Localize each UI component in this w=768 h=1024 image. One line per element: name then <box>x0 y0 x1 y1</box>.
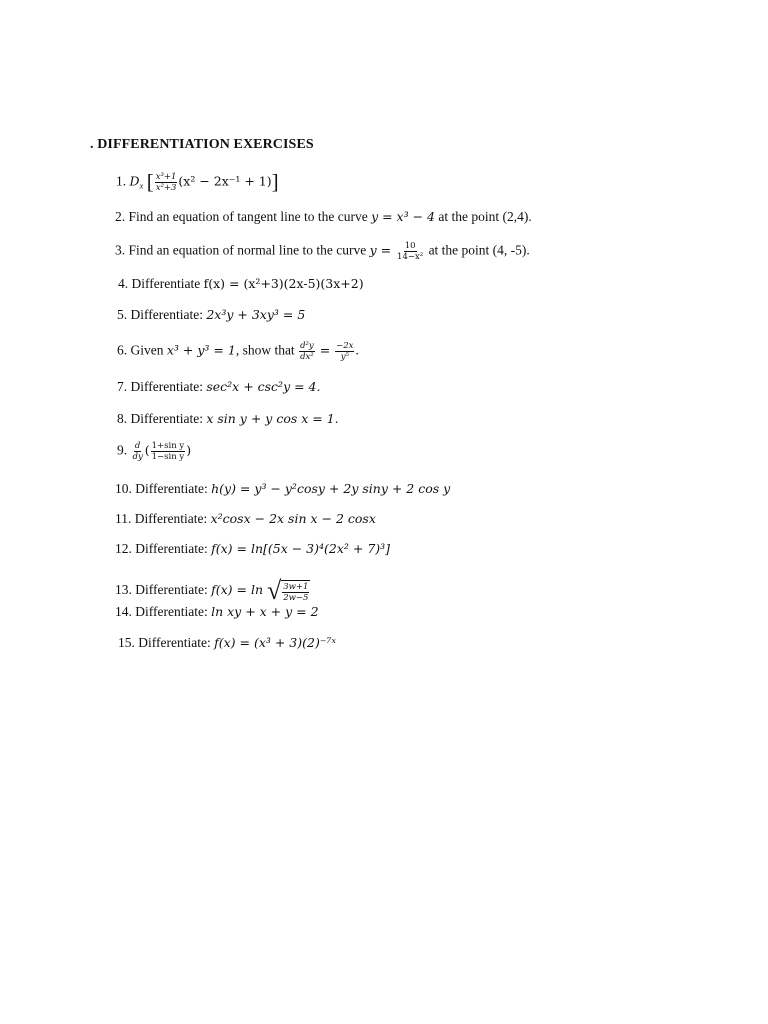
equation-lhs: y = <box>369 242 396 258</box>
exercise-text: 12. Differentiate: <box>115 541 212 556</box>
exercise-7 <box>117 378 320 396</box>
exercise-text-tail: at the point (4, -5). <box>425 242 530 258</box>
equation: h(y) = y³ − y²cosy + 2y siny + 2 cos y <box>211 481 451 496</box>
exercise-number: 9. <box>117 442 131 458</box>
exercise-4 <box>118 275 364 293</box>
exercise-text-tail: . <box>355 342 359 358</box>
exercise-text: 2. Find an equation of tangent line to the curve <box>115 209 372 224</box>
equation: x sin y + y cos x = 1. <box>206 411 339 426</box>
exercise-text: 11. Differentiate: <box>115 511 211 526</box>
close-paren: ) <box>186 442 192 458</box>
exercise-9 <box>117 441 191 462</box>
result-fraction <box>335 341 354 362</box>
exercise-15 <box>118 634 336 652</box>
exercise-text: 4. Differentiate <box>118 276 204 291</box>
open-paren: ( <box>144 442 150 458</box>
fraction-denominator: y⁵ <box>340 352 349 362</box>
exercise-2 <box>115 208 532 226</box>
expression: (x² − 2x⁻¹ + 1) <box>178 173 272 189</box>
exercise-13 <box>115 578 310 604</box>
exercise-text: 3. Find an equation of normal line to the curve <box>115 242 370 258</box>
fraction-numerator: d <box>134 441 141 451</box>
fraction <box>282 582 309 603</box>
fraction-numerator: 1+sin y <box>151 441 185 451</box>
fraction-numerator: 10 <box>404 241 416 251</box>
fraction-denominator: 14−x² <box>397 252 424 262</box>
equation: ln xy + x + y = 2 <box>211 604 319 619</box>
fraction <box>151 441 186 462</box>
exercise-text-tail: at the point (2,4). <box>434 209 532 224</box>
radical-sign: √ <box>266 576 282 605</box>
exercise-11 <box>115 510 376 528</box>
exercise-text: 7. Differentiate: <box>117 379 207 394</box>
equation: x²cosx − 2x sin x − 2 cosx <box>210 511 376 526</box>
exercise-12 <box>115 540 390 558</box>
fraction-numerator: x³+1 <box>155 172 177 182</box>
equation: sec²x + csc²y = 4. <box>206 379 321 394</box>
fraction-numerator: d²y <box>300 341 314 351</box>
fraction-numerator: −2x <box>336 341 354 351</box>
fraction-numerator: 3w+1 <box>283 581 309 592</box>
fraction-denominator: 1−sin y <box>151 452 185 462</box>
exercise-number: 1. <box>116 173 127 189</box>
equals-sign: = <box>315 342 335 358</box>
exercise-text: 15. Differentiate: <box>118 635 215 650</box>
equation: f(x) = (x²+3)(2x-5)(3x+2) <box>203 276 364 291</box>
exercise-14 <box>115 603 319 621</box>
exercise-text: 10. Differentiate: <box>115 481 212 496</box>
fraction-denominator: dy <box>132 452 143 462</box>
exercise-text: 14. Differentiate: <box>115 604 212 619</box>
fraction-denominator: 2w−5 <box>283 592 309 603</box>
exercise-text: 6. Given <box>117 342 167 358</box>
exercise-text: 5. Differentiate: <box>117 307 207 322</box>
close-bracket: ] <box>271 169 279 194</box>
exercise-text-mid: , show that <box>235 342 299 358</box>
equation: f(x) = ln <box>211 582 267 598</box>
fraction <box>155 172 178 193</box>
exercise-5 <box>117 306 305 324</box>
exercise-6 <box>117 341 359 362</box>
fraction-denominator: dx² <box>300 352 314 362</box>
equation: x³ + y³ = 1 <box>166 342 236 358</box>
derivative-operator-fraction <box>132 441 144 462</box>
exercise-text: 13. Differentiate: <box>115 582 212 598</box>
exercise-8 <box>117 410 339 428</box>
exercise-text: 8. Differentiate: <box>117 411 207 426</box>
fraction-denominator: x²+3 <box>155 183 177 193</box>
fraction <box>396 241 424 262</box>
exercise-3 <box>115 241 530 262</box>
page-title: . DIFFERENTIATION EXERCISES <box>90 137 314 152</box>
equation: 2x³y + 3xy³ = 5 <box>206 307 306 322</box>
open-bracket: [ <box>146 169 154 194</box>
derivative-operator: D <box>129 173 140 189</box>
exercise-10 <box>115 480 450 498</box>
square-root <box>267 578 311 604</box>
equation: f(x) = (x³ + 3)(2)⁻⁷ˣ <box>214 635 336 650</box>
equation: f(x) = ln[(5x − 3)⁴(2x² + 7)³] <box>211 541 391 556</box>
second-derivative-fraction <box>299 341 315 362</box>
operator-subscript: x <box>139 180 144 191</box>
equation: y = x³ − 4 <box>371 209 435 224</box>
exercise-1 <box>116 169 279 194</box>
